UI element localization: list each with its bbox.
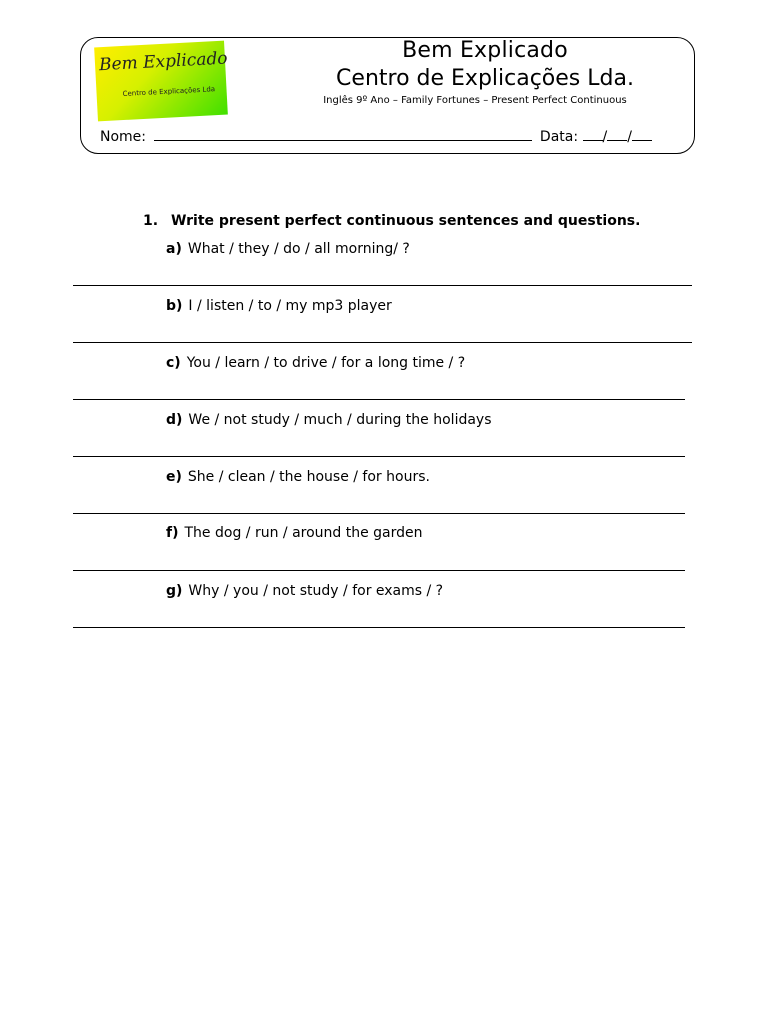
answer-line-g[interactable] <box>73 627 685 628</box>
date-day-field[interactable] <box>583 128 603 141</box>
item-b <box>166 298 392 314</box>
item-text: Why / you / not study / for exams / ? <box>188 583 444 599</box>
item-letter: f) <box>166 525 179 541</box>
item-d <box>166 412 492 428</box>
name-date-row: Nome: Data: / / <box>100 128 652 145</box>
header-title: Bem Explicado <box>402 38 568 63</box>
answer-line-c[interactable] <box>73 399 685 400</box>
item-text: You / learn / to drive / for a long time / ? <box>186 355 466 371</box>
item-text: The dog / run / around the garden <box>184 525 423 541</box>
date-year-field[interactable] <box>632 128 652 141</box>
item-letter: g) <box>166 583 183 599</box>
answer-line-b[interactable] <box>73 342 692 343</box>
instruction-text: Write present perfect continuous sentences and questions. <box>170 213 641 229</box>
item-c <box>166 355 465 371</box>
answer-line-d[interactable] <box>73 456 685 457</box>
header-subtitle: Inglês 9º Ano – Family Fortunes – Present Perfect Continuous <box>323 95 627 106</box>
name-label: Nome: <box>100 129 147 145</box>
item-letter: a) <box>166 241 182 257</box>
item-f <box>166 525 423 541</box>
item-a <box>166 241 410 257</box>
item-e <box>166 469 430 485</box>
item-letter: d) <box>166 412 183 428</box>
item-text: I / listen / to / my mp3 player <box>188 298 392 314</box>
item-text: We / not study / much / during the holidays <box>188 412 492 428</box>
date-month-field[interactable] <box>607 128 627 141</box>
item-letter: e) <box>166 469 182 485</box>
answer-line-a[interactable] <box>73 285 692 286</box>
answer-line-f[interactable] <box>73 570 685 571</box>
item-text: She / clean / the house / for hours. <box>187 469 430 485</box>
logo <box>94 41 228 122</box>
item-letter: c) <box>166 355 181 371</box>
name-field[interactable] <box>154 128 532 141</box>
header-company: Centro de Explicações Lda. <box>336 66 634 91</box>
answer-line-e[interactable] <box>73 513 685 514</box>
logo-subtitle: Centro de Explicações Lda <box>122 85 216 99</box>
logo-title: Bem Explicado <box>98 48 229 76</box>
exercise-number: 1. <box>143 213 159 229</box>
item-g <box>166 583 443 599</box>
exercise-instruction <box>143 213 640 229</box>
item-text: What / they / do / all morning/ ? <box>187 241 410 257</box>
date-label: Data: <box>539 129 579 145</box>
item-letter: b) <box>166 298 183 314</box>
